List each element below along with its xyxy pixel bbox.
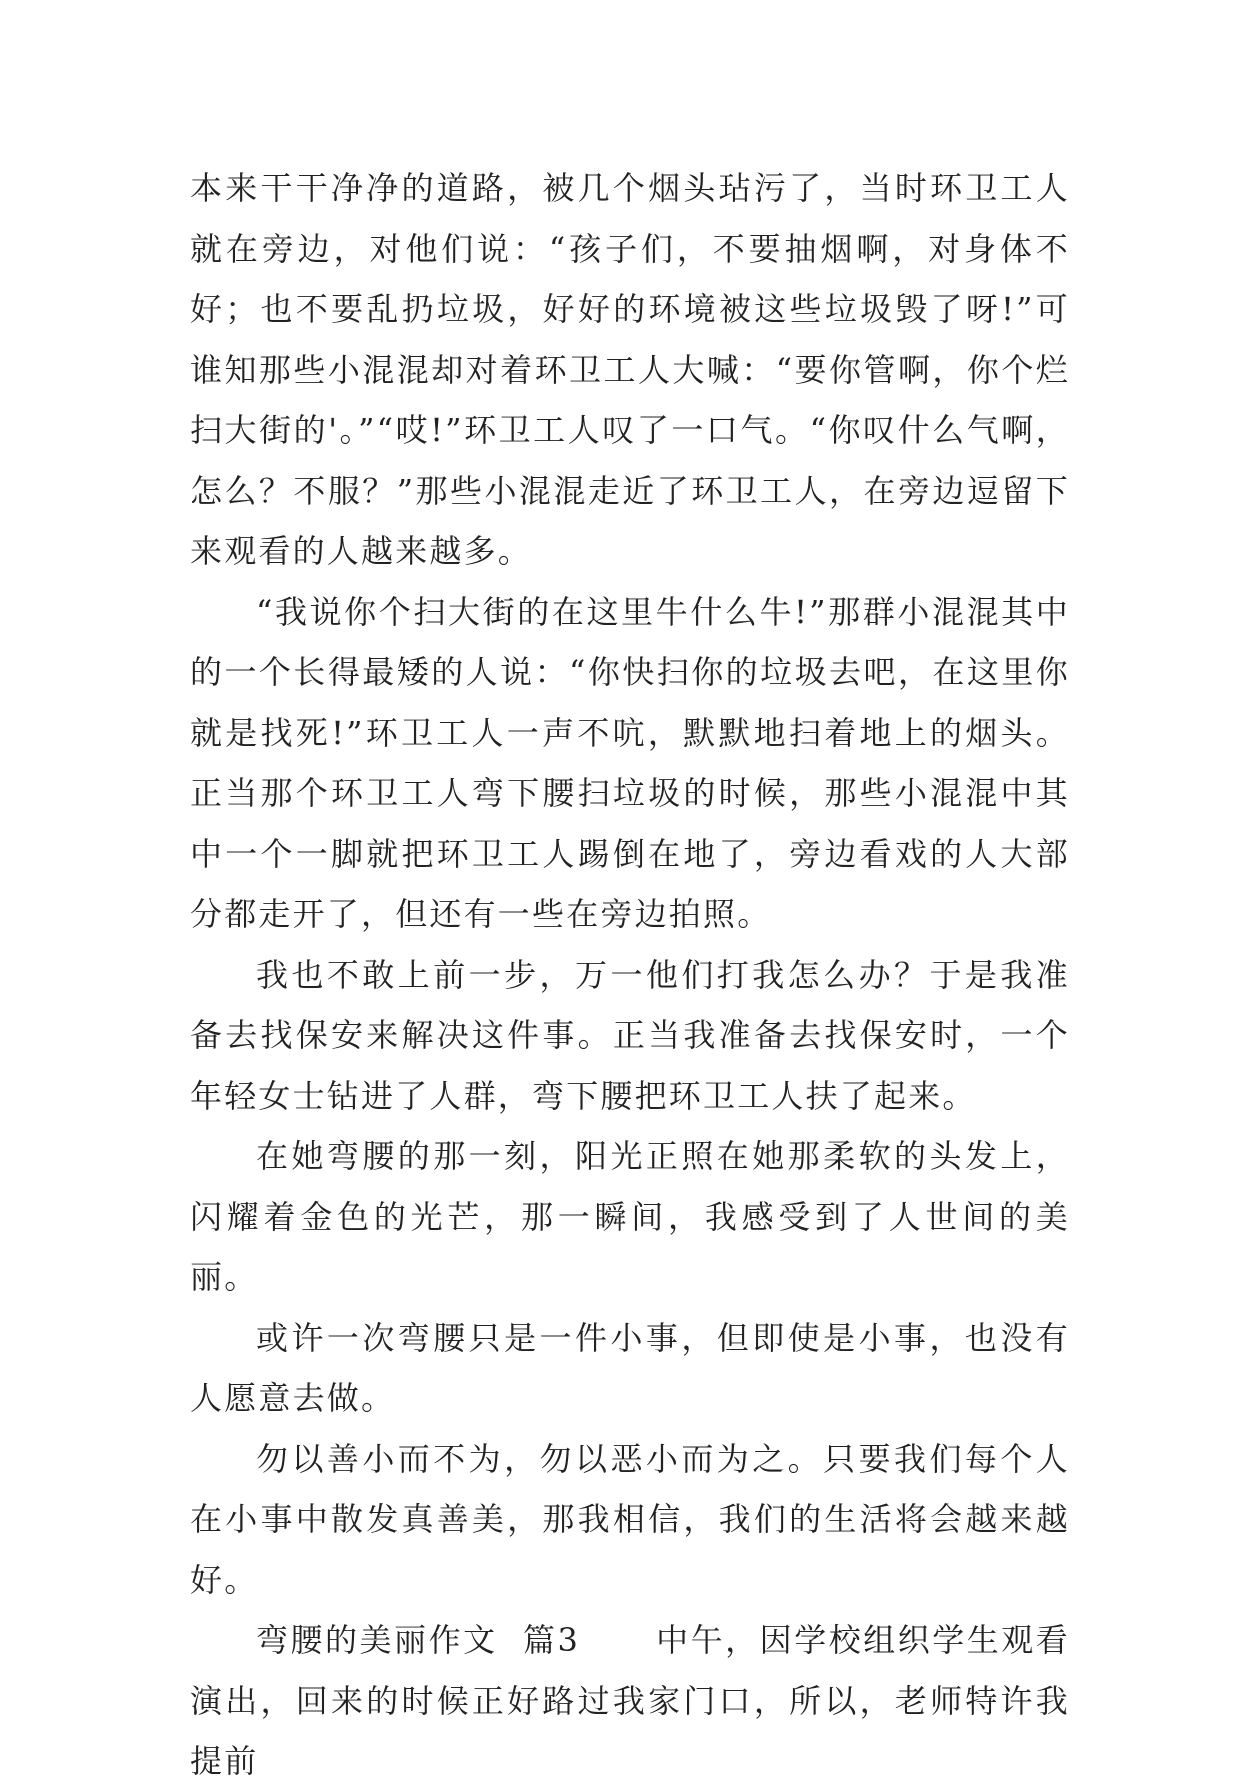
document-body	[190, 158, 1070, 1792]
paragraph-7: 弯腰的美丽作文 篇3 中午，因学校组织学生观看演出，回来的时候正好路过我家门口，所以，老师特许我提前	[190, 1621, 1070, 1780]
paragraph-6: 勿以善小而不为，勿以恶小而为之。只要我们每个人在小事中散发真善美，那我相信，我们的生活将会越来越好。	[190, 1439, 1070, 1599]
paragraph-2: “我说你个扫大街的在这里牛什么牛!”那群小混混其中的一个长得最矮的人说：“你快扫你的垃圾去吧，在这里你就是找死!”环卫工人一声不吭，默默地扫着地上的烟头。正当那个环卫工人弯下腰扫垃圾的时候，那些小混混中其中一个一脚就把环卫工人踢倒在地了，旁边看戏的人大部分都走开了，但还有一些在旁边拍照。	[190, 592, 1070, 933]
paragraph-4: 在她弯腰的那一刻，阳光正照在她那柔软的头发上，闪耀着金色的光芒，那一瞬间，我感受到了人世间的美丽。	[190, 1137, 1070, 1296]
paragraph-3: 我也不敢上前一步，万一他们打我怎么办？于是我准备去找保安来解决这件事。正当我准备去找保安时，一个年轻女士钻进了人群，弯下腰把环卫工人扶了起来。	[190, 955, 1070, 1115]
paragraph-5: 或许一次弯腰只是一件小事，但即使是小事，也没有人愿意去做。	[190, 1318, 1070, 1417]
paragraph-1: 本来干干净净的道路，被几个烟头玷污了，当时环卫工人就在旁边，对他们说：“孩子们，不要抽烟啊，对身体不好；也不要乱扔垃圾，好好的环境被这些垃圾毁了呀!”可谁知那些小混混却对着环卫工人大喊：“要你管啊，你个烂扫大街的'。”“哎!”环卫工人叹了一口气。“你叹什么气啊，怎么？不服？”那些小混混走近了环卫工人，在旁边逗留下来观看的人越来越多。	[190, 169, 1070, 570]
